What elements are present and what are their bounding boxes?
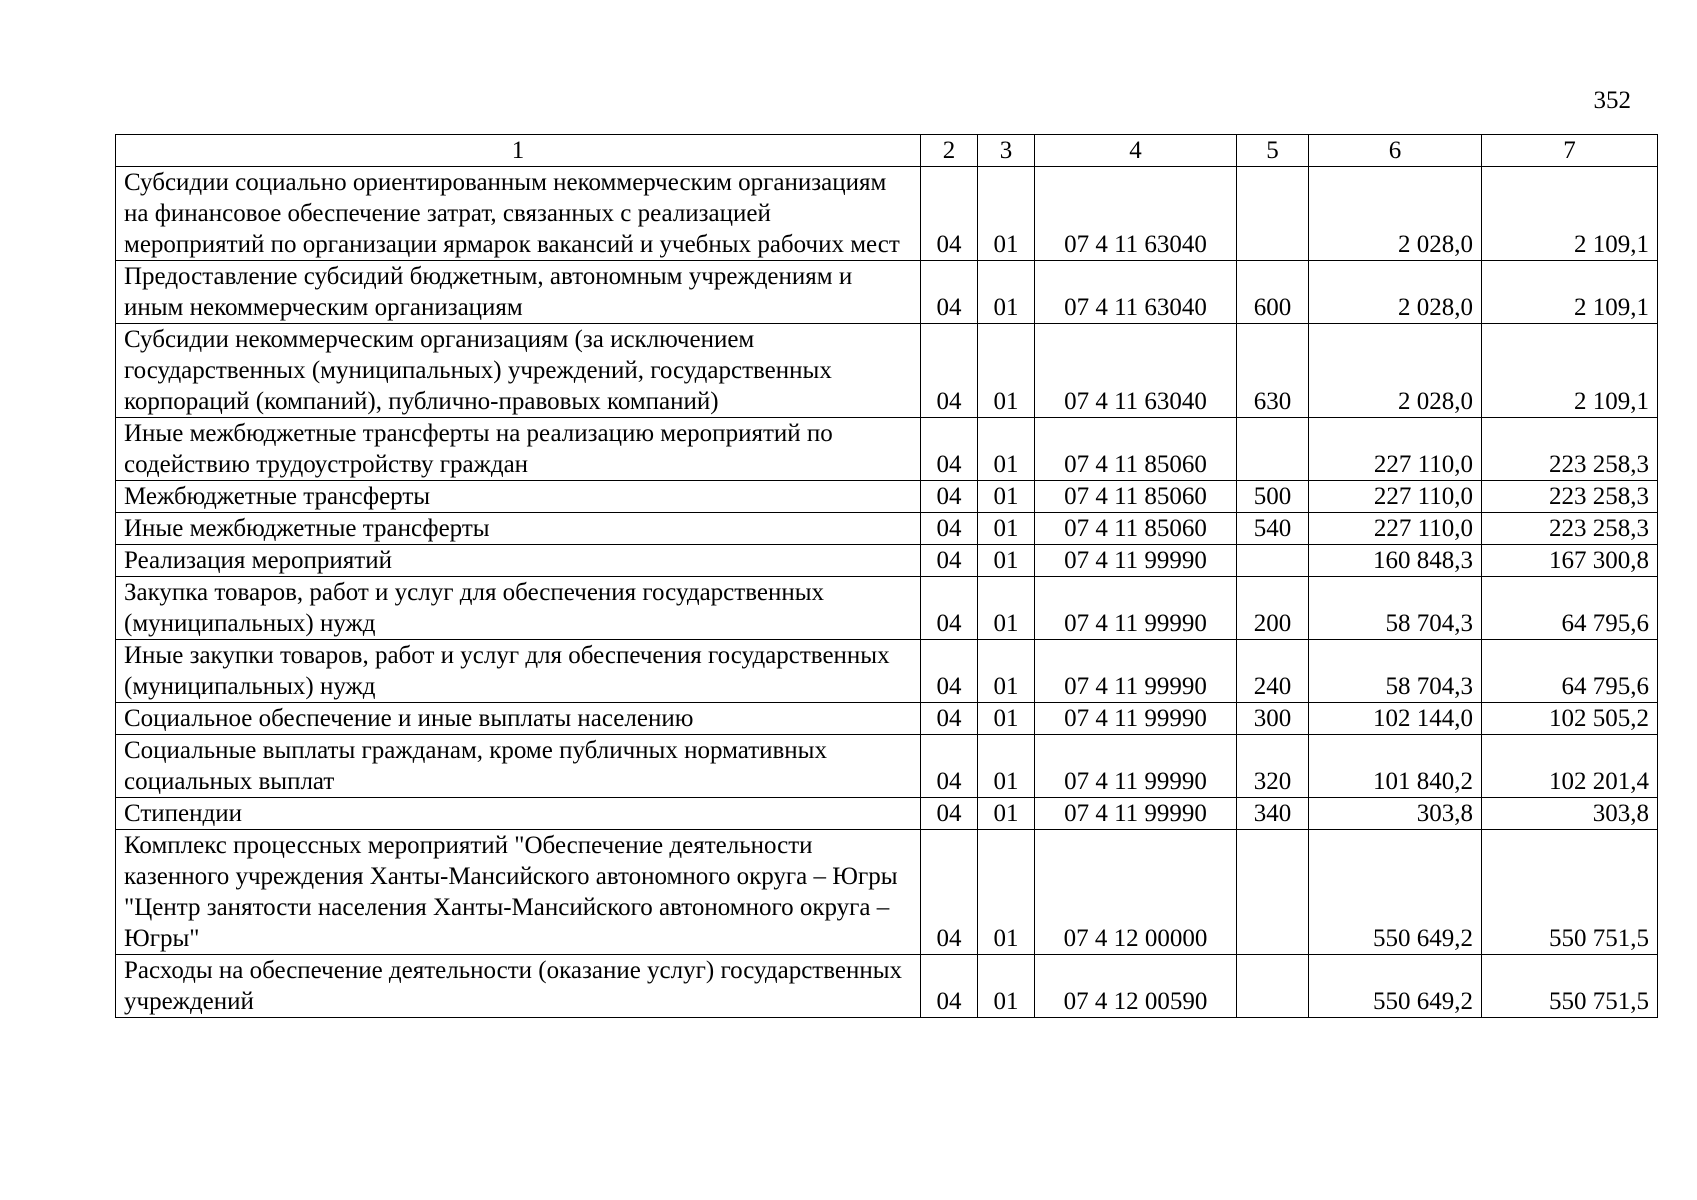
target-article-cell: 07 4 11 99990 (1035, 798, 1237, 830)
amount-year-1-cell: 2 028,0 (1309, 167, 1482, 261)
expense-name-cell: Предоставление субсидий бюджетным, автономным учреждениям и иным некоммерческим организациям (116, 261, 921, 324)
amount-year-1-cell: 160 848,3 (1309, 545, 1482, 577)
column-header: 7 (1482, 135, 1658, 167)
subsection-code-cell: 01 (978, 640, 1035, 703)
expense-name-cell: Субсидии социально ориентированным некоммерческим организациям на финансовое обеспечение затрат, связанных с реализацией мероприятий по организации ярмарок вакансий и учебных рабочих мест (116, 167, 921, 261)
amount-year-2-cell: 2 109,1 (1482, 261, 1658, 324)
subsection-code-cell: 01 (978, 261, 1035, 324)
amount-year-2-cell: 550 751,5 (1482, 830, 1658, 955)
expense-name-cell: Закупка товаров, работ и услуг для обеспечения государственных (муниципальных) нужд (116, 577, 921, 640)
expense-type-cell: 540 (1237, 513, 1309, 545)
amount-year-2-cell: 64 795,6 (1482, 640, 1658, 703)
budget-table (115, 134, 1658, 1018)
amount-year-2-cell: 102 505,2 (1482, 703, 1658, 735)
table-row (116, 955, 1658, 1018)
amount-year-2-cell: 2 109,1 (1482, 324, 1658, 418)
table-row (116, 640, 1658, 703)
amount-year-1-cell: 550 649,2 (1309, 830, 1482, 955)
section-code-cell: 04 (921, 577, 978, 640)
target-article-cell: 07 4 11 63040 (1035, 324, 1237, 418)
amount-year-1-cell: 2 028,0 (1309, 324, 1482, 418)
subsection-code-cell: 01 (978, 830, 1035, 955)
table-row (116, 830, 1658, 955)
section-code-cell: 04 (921, 798, 978, 830)
amount-year-2-cell: 102 201,4 (1482, 735, 1658, 798)
table-row (116, 513, 1658, 545)
subsection-code-cell: 01 (978, 955, 1035, 1018)
expense-type-cell: 630 (1237, 324, 1309, 418)
subsection-code-cell: 01 (978, 167, 1035, 261)
amount-year-2-cell: 550 751,5 (1482, 955, 1658, 1018)
amount-year-2-cell: 2 109,1 (1482, 167, 1658, 261)
amount-year-2-cell: 167 300,8 (1482, 545, 1658, 577)
section-code-cell: 04 (921, 735, 978, 798)
section-code-cell: 04 (921, 640, 978, 703)
table-row (116, 577, 1658, 640)
table-row (116, 324, 1658, 418)
target-article-cell: 07 4 12 00000 (1035, 830, 1237, 955)
column-header: 1 (116, 135, 921, 167)
expense-name-cell: Иные межбюджетные трансферты (116, 513, 921, 545)
expense-type-cell (1237, 418, 1309, 481)
expense-name-cell: Субсидии некоммерческим организациям (за исключением государственных (муниципальных) учреждений, государственных корпораций (компаний), публично-правовых компаний) (116, 324, 921, 418)
column-header: 3 (978, 135, 1035, 167)
table-row (116, 481, 1658, 513)
page-number: 352 (1593, 87, 1631, 114)
table-header-row (116, 135, 1658, 167)
subsection-code-cell: 01 (978, 577, 1035, 640)
expense-name-cell: Социальное обеспечение и иные выплаты населению (116, 703, 921, 735)
amount-year-1-cell: 102 144,0 (1309, 703, 1482, 735)
subsection-code-cell: 01 (978, 513, 1035, 545)
section-code-cell: 04 (921, 261, 978, 324)
table-row (116, 418, 1658, 481)
column-header: 5 (1237, 135, 1309, 167)
section-code-cell: 04 (921, 955, 978, 1018)
amount-year-2-cell: 303,8 (1482, 798, 1658, 830)
subsection-code-cell: 01 (978, 481, 1035, 513)
target-article-cell: 07 4 12 00590 (1035, 955, 1237, 1018)
section-code-cell: 04 (921, 167, 978, 261)
subsection-code-cell: 01 (978, 324, 1035, 418)
expense-name-cell: Расходы на обеспечение деятельности (оказание услуг) государственных учреждений (116, 955, 921, 1018)
table-row (116, 703, 1658, 735)
subsection-code-cell: 01 (978, 418, 1035, 481)
table-row (116, 798, 1658, 830)
amount-year-1-cell: 101 840,2 (1309, 735, 1482, 798)
subsection-code-cell: 01 (978, 735, 1035, 798)
amount-year-1-cell: 58 704,3 (1309, 640, 1482, 703)
amount-year-1-cell: 227 110,0 (1309, 481, 1482, 513)
expense-name-cell: Иные межбюджетные трансферты на реализацию мероприятий по содействию трудоустройству граждан (116, 418, 921, 481)
expense-type-cell: 200 (1237, 577, 1309, 640)
expense-type-cell: 600 (1237, 261, 1309, 324)
amount-year-2-cell: 223 258,3 (1482, 418, 1658, 481)
target-article-cell: 07 4 11 85060 (1035, 513, 1237, 545)
section-code-cell: 04 (921, 481, 978, 513)
target-article-cell: 07 4 11 99990 (1035, 545, 1237, 577)
amount-year-2-cell: 64 795,6 (1482, 577, 1658, 640)
section-code-cell: 04 (921, 545, 978, 577)
target-article-cell: 07 4 11 63040 (1035, 261, 1237, 324)
subsection-code-cell: 01 (978, 798, 1035, 830)
column-header: 4 (1035, 135, 1237, 167)
amount-year-1-cell: 227 110,0 (1309, 513, 1482, 545)
expense-name-cell: Межбюджетные трансферты (116, 481, 921, 513)
target-article-cell: 07 4 11 99990 (1035, 577, 1237, 640)
expense-name-cell: Реализация мероприятий (116, 545, 921, 577)
amount-year-2-cell: 223 258,3 (1482, 481, 1658, 513)
expense-type-cell (1237, 167, 1309, 261)
target-article-cell: 07 4 11 85060 (1035, 418, 1237, 481)
expense-type-cell (1237, 955, 1309, 1018)
expense-name-cell: Социальные выплаты гражданам, кроме публичных нормативных социальных выплат (116, 735, 921, 798)
section-code-cell: 04 (921, 830, 978, 955)
amount-year-1-cell: 550 649,2 (1309, 955, 1482, 1018)
section-code-cell: 04 (921, 324, 978, 418)
expense-name-cell: Стипендии (116, 798, 921, 830)
amount-year-1-cell: 2 028,0 (1309, 261, 1482, 324)
expense-type-cell: 320 (1237, 735, 1309, 798)
subsection-code-cell: 01 (978, 545, 1035, 577)
section-code-cell: 04 (921, 703, 978, 735)
expense-name-cell: Иные закупки товаров, работ и услуг для обеспечения государственных (муниципальных) нужд (116, 640, 921, 703)
target-article-cell: 07 4 11 99990 (1035, 640, 1237, 703)
expense-type-cell: 340 (1237, 798, 1309, 830)
target-article-cell: 07 4 11 85060 (1035, 481, 1237, 513)
target-article-cell: 07 4 11 99990 (1035, 735, 1237, 798)
amount-year-1-cell: 227 110,0 (1309, 418, 1482, 481)
table-row (116, 545, 1658, 577)
target-article-cell: 07 4 11 63040 (1035, 167, 1237, 261)
table-row (116, 735, 1658, 798)
section-code-cell: 04 (921, 513, 978, 545)
amount-year-1-cell: 58 704,3 (1309, 577, 1482, 640)
subsection-code-cell: 01 (978, 703, 1035, 735)
expense-type-cell: 240 (1237, 640, 1309, 703)
table-row (116, 261, 1658, 324)
target-article-cell: 07 4 11 99990 (1035, 703, 1237, 735)
expense-type-cell: 300 (1237, 703, 1309, 735)
expense-name-cell: Комплекс процессных мероприятий "Обеспечение деятельности казенного учреждения Ханты-Мансийского автономного округа – Югры "Центр занятости населения Ханты-Мансийского автономного округа – Югры" (116, 830, 921, 955)
expense-type-cell: 500 (1237, 481, 1309, 513)
column-header: 2 (921, 135, 978, 167)
expense-type-cell (1237, 830, 1309, 955)
expense-type-cell (1237, 545, 1309, 577)
section-code-cell: 04 (921, 418, 978, 481)
amount-year-2-cell: 223 258,3 (1482, 513, 1658, 545)
column-header: 6 (1309, 135, 1482, 167)
table-row (116, 167, 1658, 261)
amount-year-1-cell: 303,8 (1309, 798, 1482, 830)
